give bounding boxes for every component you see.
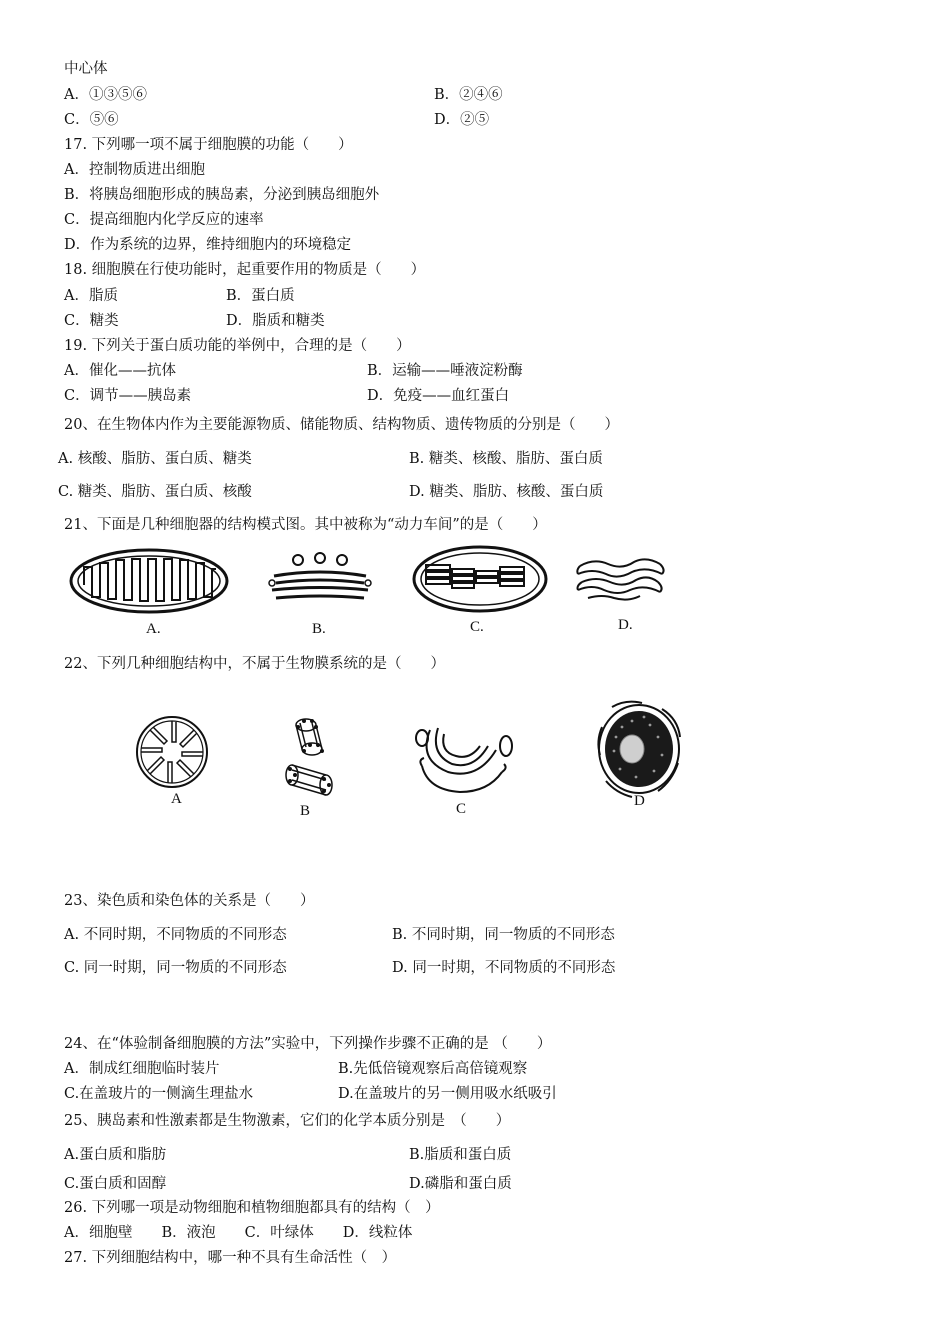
q22-nucleus-figure bbox=[592, 697, 686, 801]
q25-option-b: B.脂质和蛋白质 bbox=[409, 1147, 512, 1163]
q17-option-c: C．提高细胞内化学反应的速率 bbox=[64, 212, 264, 228]
q25-option-d: D.磷脂和蛋白质 bbox=[409, 1176, 512, 1192]
q22-centriole-figure bbox=[282, 713, 336, 805]
q20-option-a: A. 核酸、脂肪、蛋白质、糖类 bbox=[58, 451, 252, 467]
q16-tail: 中心体 bbox=[64, 61, 108, 77]
q22-label-c: C bbox=[456, 801, 467, 817]
q19-option-c: C．调节——胰岛素 bbox=[64, 388, 192, 404]
q20-option-c: C. 糖类、脂肪、蛋白质、核酸 bbox=[58, 484, 252, 500]
q22-golgi-figure bbox=[408, 720, 518, 800]
q18-option-d: D．脂质和糖类 bbox=[226, 313, 325, 329]
q17-stem: 17. 下列哪一项不属于细胞膜的功能（ ） bbox=[64, 137, 353, 153]
q18-option-a: A．脂质 bbox=[64, 288, 118, 304]
q19-option-b: B．运输——唾液淀粉酶 bbox=[367, 363, 523, 379]
q21-mitochondrion-figure bbox=[66, 545, 232, 625]
q21-label-a: A. bbox=[146, 621, 161, 637]
q18-option-b: B．蛋白质 bbox=[226, 288, 295, 304]
q17-option-d: D．作为系统的边界，维持细胞内的环境稳定 bbox=[64, 237, 352, 253]
q25-option-c: C.蛋白质和固醇 bbox=[64, 1176, 167, 1192]
q24-option-a: A．制成红细胞临时装片 bbox=[64, 1061, 220, 1077]
q21-label-d: D. bbox=[618, 617, 633, 633]
q22-mitochondrion-figure bbox=[134, 714, 210, 790]
q18-option-c: C．糖类 bbox=[64, 313, 119, 329]
q16-option-c: C．⑤⑥ bbox=[64, 112, 119, 128]
q21-golgi-figure bbox=[268, 550, 372, 620]
q21-er-figure bbox=[574, 552, 666, 608]
q22-label-b: B bbox=[300, 803, 311, 819]
q17-option-b: B．将胰岛细胞形成的胰岛素，分泌到胰岛细胞外 bbox=[64, 187, 380, 203]
q27-stem: 27. 下列细胞结构中，哪一种不具有生命活性（ ） bbox=[64, 1250, 397, 1266]
q21-label-b: B. bbox=[312, 621, 326, 637]
q23-option-b: B. 不同时期，同一物质的不同形态 bbox=[392, 927, 615, 943]
q19-stem: 19. 下列关于蛋白质功能的举例中，合理的是（ ） bbox=[64, 338, 411, 354]
q21-stem: 21、下面是几种细胞器的结构模式图。其中被称为“动力车间”的是（ ） bbox=[64, 517, 547, 533]
q23-option-d: D. 同一时期，不同物质的不同形态 bbox=[392, 960, 616, 976]
q16-option-a: A．①③⑤⑥ bbox=[64, 87, 147, 103]
q18-stem: 18. 细胞膜在行使功能时，起重要作用的物质是（ ） bbox=[64, 262, 426, 278]
q25-stem: 25、胰岛素和性激素都是生物激素，它们的化学本质分别是 （ ） bbox=[64, 1113, 511, 1129]
q17-option-a: A．控制物质进出细胞 bbox=[64, 162, 205, 178]
q24-option-d: D.在盖玻片的另一侧用吸水纸吸引 bbox=[338, 1086, 557, 1102]
q20-option-b: B. 糖类、核酸、脂肪、蛋白质 bbox=[409, 451, 603, 467]
q25-option-a: A.蛋白质和脂肪 bbox=[64, 1147, 167, 1163]
q23-option-a: A. 不同时期，不同物质的不同形态 bbox=[64, 927, 287, 943]
q19-option-d: D．免疫——血红蛋白 bbox=[367, 388, 510, 404]
q21-chloroplast-figure bbox=[410, 543, 550, 615]
q20-option-d: D. 糖类、脂肪、核酸、蛋白质 bbox=[409, 484, 604, 500]
q24-option-c: C.在盖玻片的一侧滴生理盐水 bbox=[64, 1086, 254, 1102]
q24-option-b: B.先低倍镜观察后高倍镜观察 bbox=[338, 1061, 528, 1077]
q22-stem: 22、下列几种细胞结构中，不属于生物膜系统的是（ ） bbox=[64, 656, 445, 672]
q23-stem: 23、染色质和染色体的关系是（ ） bbox=[64, 893, 315, 909]
q24-stem: 24、在“体验制备细胞膜的方法”实验中，下列操作步骤不正确的是 （ ） bbox=[64, 1036, 552, 1052]
q20-stem: 20、在生物体内作为主要能源物质、储能物质、结构物质、遗传物质的分别是（ ） bbox=[64, 417, 619, 433]
q19-option-a: A．催化——抗体 bbox=[64, 363, 176, 379]
q21-label-c: C. bbox=[470, 619, 484, 635]
q26-stem: 26. 下列哪一项是动物细胞和植物细胞都具有的结构（ ） bbox=[64, 1200, 440, 1216]
q16-option-b: B．②④⑥ bbox=[434, 87, 503, 103]
q16-option-d: D．②⑤ bbox=[434, 112, 490, 128]
q22-label-d: D bbox=[634, 793, 645, 809]
q23-option-c: C. 同一时期，同一物质的不同形态 bbox=[64, 960, 287, 976]
q26-options: A．细胞壁 B．液泡 C．叶绿体 D．线粒体 bbox=[64, 1225, 413, 1241]
q22-label-a: A bbox=[171, 791, 182, 807]
